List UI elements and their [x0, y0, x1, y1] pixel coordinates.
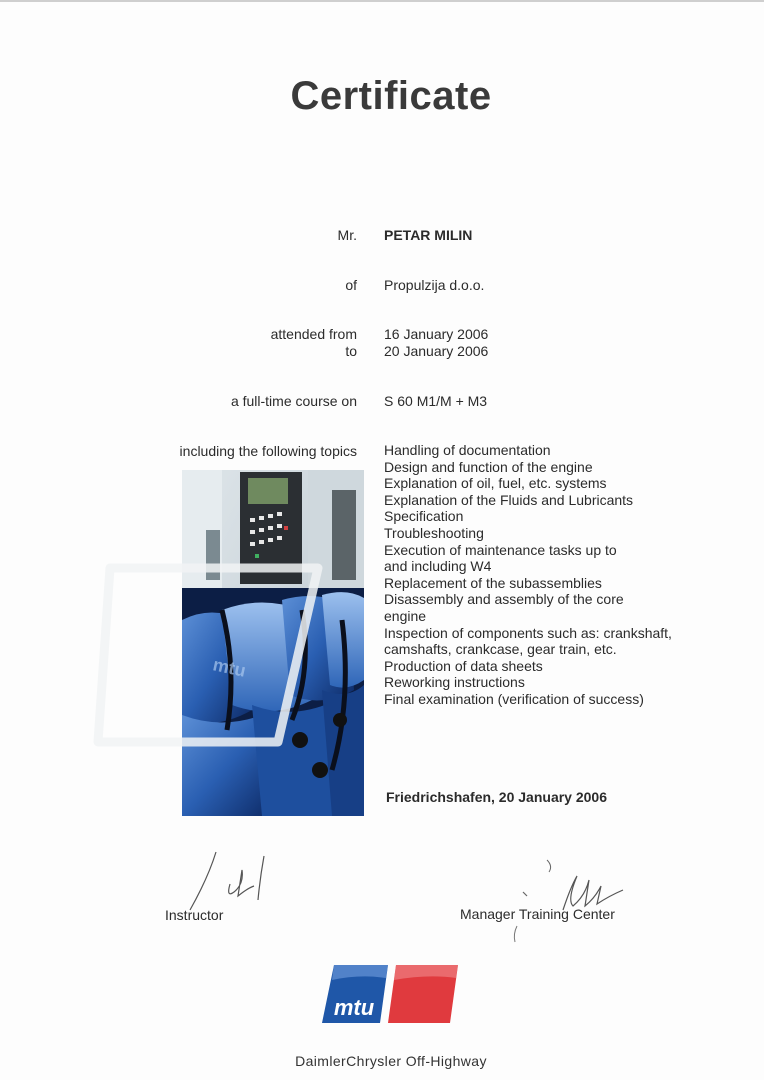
topic-item: Troubleshooting	[384, 524, 484, 541]
topic-item: Replacement of the subassemblies	[384, 574, 602, 591]
topic-item: Handling of documentation	[384, 442, 551, 458]
course-name: S 60 M1/M + M3	[384, 393, 488, 409]
date-from: 16 January 2006	[384, 326, 489, 342]
topic-item: Reworking instructions	[384, 674, 525, 691]
company-name: Propulzija d.o.o.	[384, 277, 485, 293]
certificate-title: Certificate	[290, 74, 492, 118]
frame-decoration	[90, 560, 350, 750]
date-to: 20 January 2006	[384, 343, 489, 359]
instructor-label: Instructor	[165, 907, 224, 923]
attended-from-label: attended from	[270, 326, 357, 342]
topic-item: Explanation of the Fluids and Lubricants	[384, 491, 634, 508]
footer-company: DaimlerChrysler Off-Highway	[295, 1053, 487, 1069]
topics-label: including the following topics	[179, 443, 357, 459]
topic-item: Execution of maintenance tasks up to	[384, 541, 617, 558]
topic-item: Final examination (verification of success)	[384, 690, 644, 707]
topic-item: Inspection of components such as: crankshaft,	[384, 624, 672, 641]
topics-list	[384, 442, 724, 708]
topic-item: engine	[384, 607, 427, 624]
topic-item: camshafts, crankcase, gear train, etc.	[384, 641, 617, 658]
top-border-line	[0, 0, 764, 2]
topic-item: Disassembly and assembly of the core	[384, 591, 624, 608]
svg-text:mtu: mtu	[211, 654, 248, 681]
manager-label: Manager Training Center	[460, 906, 615, 922]
topic-item: Explanation of oil, fuel, etc. systems	[384, 475, 607, 492]
topic-item: Specification	[384, 508, 464, 525]
salutation-label: Mr.	[337, 227, 357, 243]
place-date: Friedrichshafen, 20 January 2006	[386, 789, 607, 805]
mtu-logo	[320, 964, 460, 1024]
to-label: to	[345, 343, 357, 359]
topic-item: Design and function of the engine	[384, 458, 593, 475]
manager-signature	[505, 856, 635, 946]
recipient-name: PETAR MILIN	[384, 227, 473, 243]
topic-item: and including W4	[384, 558, 492, 575]
topic-item: Production of data sheets	[384, 657, 543, 674]
logo-text: mtu	[333, 995, 375, 1020]
of-label: of	[345, 277, 357, 293]
course-label: a full-time course on	[230, 393, 357, 409]
